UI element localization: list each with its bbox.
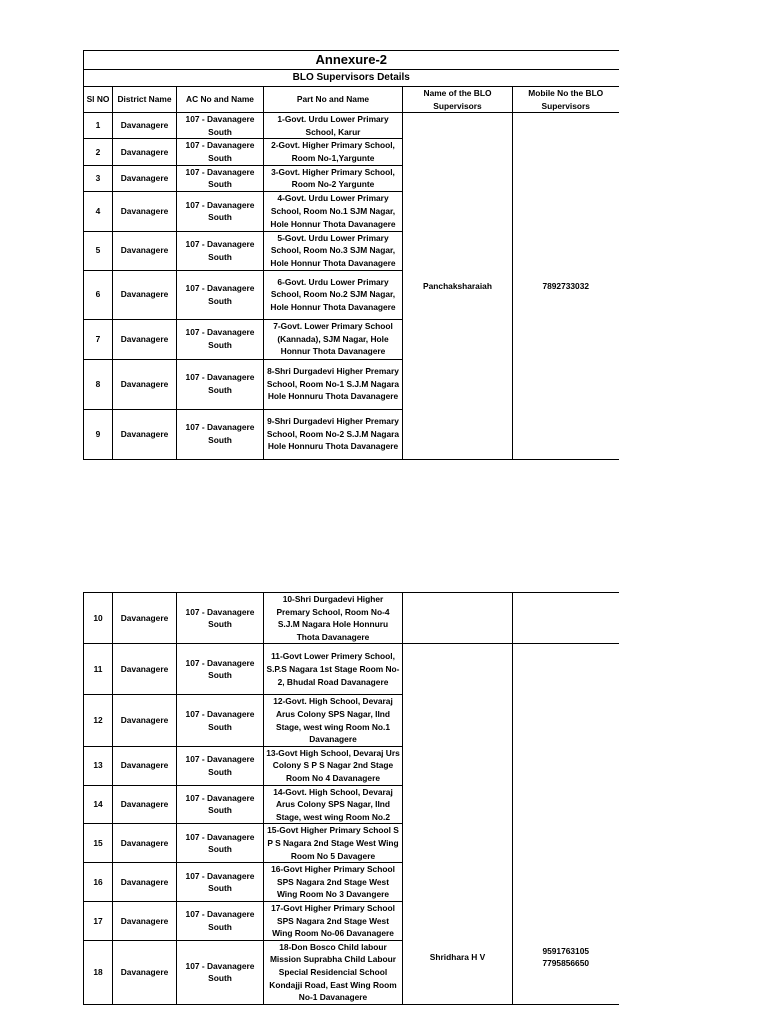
ac-cell: 107 - Davanagere South	[177, 785, 264, 824]
part-cell: 12-Govt. High School, Devaraj Arus Colony SPS Nagar, IInd Stage, west wing Room No.1 Davanagere	[264, 695, 403, 746]
district-cell: Davanagere	[113, 785, 177, 824]
district-cell: Davanagere	[113, 165, 177, 191]
ac-cell: 107 - Davanagere South	[177, 359, 264, 409]
part-cell: 9-Shri Durgadevi Higher Premary School, Room No-2 S.J.M Nagara Hole Honnuru Thota Davanagere	[264, 409, 403, 459]
blo-table-part-1	[83, 50, 619, 460]
header-district: District Name	[113, 87, 177, 113]
header-mobile: Mobile No the BLO Supervisors	[513, 87, 619, 113]
ac-cell: 107 - Davanagere South	[177, 231, 264, 270]
blo-table-part-2	[83, 592, 619, 1005]
ac-cell: 107 - Davanagere South	[177, 824, 264, 863]
part-cell: 18-Don Bosco Child labour Mission Suprabha Child Labour Special Residencial School Kondajji Road, East Wing Room No-1 Davanagere	[264, 940, 403, 1004]
part-cell: 15-Govt Higher Primary School S P S Nagara 2nd Stage West Wing Room No 5 Davagere	[264, 824, 403, 863]
part-cell: 6-Govt. Urdu Lower Primary School, Room No.2 SJM Nagar, Hole Honnur Thota Davanagere	[264, 270, 403, 319]
district-cell: Davanagere	[113, 191, 177, 231]
district-cell: Davanagere	[113, 359, 177, 409]
district-cell: Davanagere	[113, 113, 177, 139]
ac-cell: 107 - Davanagere South	[177, 746, 264, 785]
district-cell: Davanagere	[113, 695, 177, 746]
sl-no-cell: 3	[84, 165, 113, 191]
district-cell: Davanagere	[113, 644, 177, 695]
mobile-cell: 7892733032	[513, 113, 619, 459]
sl-no-cell: 18	[84, 940, 113, 1004]
sl-no-cell: 12	[84, 695, 113, 746]
district-cell: Davanagere	[113, 746, 177, 785]
part-cell: 2-Govt. Higher Primary School, Room No-1,Yargunte	[264, 139, 403, 165]
ac-cell: 107 - Davanagere South	[177, 644, 264, 695]
sl-no-cell: 5	[84, 231, 113, 270]
sl-no-cell: 13	[84, 746, 113, 785]
part-cell: 10-Shri Durgadevi Higher Premary School, Room No-4 S.J.M Nagara Hole Honnuru Thota Davanagere	[264, 593, 403, 644]
table-row	[84, 113, 619, 139]
district-cell: Davanagere	[113, 940, 177, 1004]
district-cell: Davanagere	[113, 139, 177, 165]
district-cell: Davanagere	[113, 863, 177, 902]
part-cell: 4-Govt. Urdu Lower Primary School, Room No.1 SJM Nagar, Hole Honnur Thota Davanagere	[264, 191, 403, 231]
sl-no-cell: 6	[84, 270, 113, 319]
header-supervisor: Name of the BLO Supervisors	[403, 87, 513, 113]
ac-cell: 107 - Davanagere South	[177, 940, 264, 1004]
ac-cell: 107 - Davanagere South	[177, 593, 264, 644]
table-row	[84, 593, 619, 644]
ac-cell: 107 - Davanagere South	[177, 319, 264, 359]
sl-no-cell: 15	[84, 824, 113, 863]
sl-no-cell: 14	[84, 785, 113, 824]
ac-cell: 107 - Davanagere South	[177, 139, 264, 165]
sl-no-cell: 16	[84, 863, 113, 902]
district-cell: Davanagere	[113, 409, 177, 459]
supervisor-name: Shridhara H V	[429, 952, 486, 963]
table-row	[84, 644, 619, 695]
district-cell: Davanagere	[113, 824, 177, 863]
document-title: Annexure-2	[84, 51, 619, 70]
mobile-cell-empty	[513, 593, 619, 644]
ac-cell: 107 - Davanagere South	[177, 409, 264, 459]
part-cell: 7-Govt. Lower Primary School (Kannada), SJM Nagar, Hole Honnur Thota Davanagere	[264, 319, 403, 359]
part-cell: 13-Govt High School, Devaraj Urs Colony S P S Nagar 2nd Stage Room No 4 Davanagere	[264, 746, 403, 785]
sl-no-cell: 7	[84, 319, 113, 359]
supervisor-cell-empty	[403, 593, 513, 644]
part-cell: 14-Govt. High School, Devaraj Arus Colony SPS Nagar, IInd Stage, west wing Room No.2	[264, 785, 403, 824]
document-subtitle: BLO Supervisors Details	[84, 70, 619, 87]
header-part: Part No and Name	[264, 87, 403, 113]
mobile-number-1: 9591763105	[542, 945, 590, 956]
district-cell: Davanagere	[113, 902, 177, 941]
ac-cell: 107 - Davanagere South	[177, 191, 264, 231]
district-cell: Davanagere	[113, 319, 177, 359]
header-sl-no: Sl NO	[84, 87, 113, 113]
ac-cell: 107 - Davanagere South	[177, 902, 264, 941]
part-cell: 1-Govt. Urdu Lower Primary School, Karur	[264, 113, 403, 139]
sl-no-cell: 1	[84, 113, 113, 139]
sl-no-cell: 17	[84, 902, 113, 941]
ac-cell: 107 - Davanagere South	[177, 113, 264, 139]
part-cell: 3-Govt. Higher Primary School, Room No-2 Yargunte	[264, 165, 403, 191]
supervisor-cell	[403, 644, 513, 1004]
supervisor-cell: Panchaksharaiah	[403, 113, 513, 459]
part-cell: 8-Shri Durgadevi Higher Premary School, Room No-1 S.J.M Nagara Hole Honnuru Thota Davanagere	[264, 359, 403, 409]
ac-cell: 107 - Davanagere South	[177, 695, 264, 746]
district-cell: Davanagere	[113, 593, 177, 644]
sl-no-cell: 11	[84, 644, 113, 695]
ac-cell: 107 - Davanagere South	[177, 165, 264, 191]
part-cell: 5-Govt. Urdu Lower Primary School, Room No.3 SJM Nagar, Hole Honnur Thota Davanagere	[264, 231, 403, 270]
sl-no-cell: 10	[84, 593, 113, 644]
sl-no-cell: 8	[84, 359, 113, 409]
sl-no-cell: 4	[84, 191, 113, 231]
district-cell: Davanagere	[113, 231, 177, 270]
part-cell: 17-Govt Higher Primary School SPS Nagara 2nd Stage West Wing Room No-06 Davanagere	[264, 902, 403, 941]
district-cell: Davanagere	[113, 270, 177, 319]
part-cell: 16-Govt Higher Primary School SPS Nagara 2nd Stage West Wing Room No 3 Davangere	[264, 863, 403, 902]
header-ac: AC No and Name	[177, 87, 264, 113]
ac-cell: 107 - Davanagere South	[177, 863, 264, 902]
sl-no-cell: 9	[84, 409, 113, 459]
mobile-number-2: 7795856650	[542, 958, 590, 969]
sl-no-cell: 2	[84, 139, 113, 165]
part-cell: 11-Govt Lower Primery School, S.P.S Nagara 1st Stage Room No-2, Bhudal Road Davanagere	[264, 644, 403, 695]
ac-cell: 107 - Davanagere South	[177, 270, 264, 319]
mobile-cell	[513, 644, 619, 1004]
